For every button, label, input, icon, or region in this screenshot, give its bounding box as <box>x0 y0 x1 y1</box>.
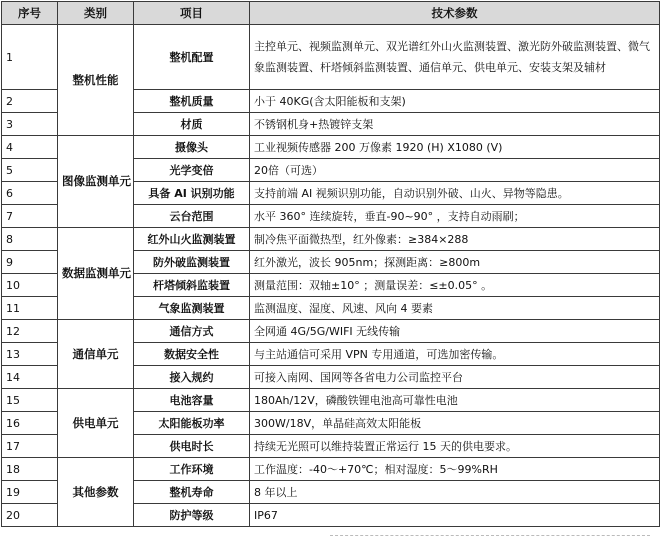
param-cell: 红外激光，波长 905nm；探测距离：≥800m <box>250 251 660 274</box>
row-number: 12 <box>2 320 58 343</box>
param-cell: 工业视频传感器 200 万像素 1920 (H) X1080 (V) <box>250 136 660 159</box>
category-cell: 通信单元 <box>58 320 134 389</box>
row-number: 16 <box>2 412 58 435</box>
param-cell: 180Ah/12V，磷酸铁锂电池高可靠性电池 <box>250 389 660 412</box>
table-row <box>2 389 660 412</box>
table-row <box>2 320 660 343</box>
item-cell: 云台范围 <box>134 205 250 228</box>
category-cell: 供电单元 <box>58 389 134 458</box>
param-cell: 支持前端 AI 视频识别功能，自动识别外破、山火、异物等隐患。 <box>250 182 660 205</box>
item-cell: 气象监测装置 <box>134 297 250 320</box>
item-cell: 杆塔倾斜监装置 <box>134 274 250 297</box>
param-cell: 可接入南网、国网等各省电力公司监控平台 <box>250 366 660 389</box>
param-cell: 8 年以上 <box>250 481 660 504</box>
header-item: 项目 <box>134 2 250 25</box>
table-header-row <box>2 2 660 25</box>
category-cell: 其他参数 <box>58 458 134 527</box>
param-cell: 不锈钢机身+热镀锌支架 <box>250 113 660 136</box>
row-number: 4 <box>2 136 58 159</box>
param-cell: 持续无光照可以维持装置正常运行 15 天的供电要求。 <box>250 435 660 458</box>
item-cell: 整机质量 <box>134 90 250 113</box>
row-number: 3 <box>2 113 58 136</box>
row-number: 9 <box>2 251 58 274</box>
table-row <box>2 458 660 481</box>
item-cell: 整机配置 <box>134 25 250 90</box>
row-number: 18 <box>2 458 58 481</box>
item-cell: 接入规约 <box>134 366 250 389</box>
item-cell: 光学变倍 <box>134 159 250 182</box>
table-row <box>2 228 660 251</box>
row-number: 8 <box>2 228 58 251</box>
param-cell: 小于 40KG(含太阳能板和支架) <box>250 90 660 113</box>
row-number: 6 <box>2 182 58 205</box>
category-cell: 图像监测单元 <box>58 136 134 228</box>
item-cell: 数据安全性 <box>134 343 250 366</box>
item-cell: 红外山火监测装置 <box>134 228 250 251</box>
spec-table <box>1 1 660 527</box>
row-number: 11 <box>2 297 58 320</box>
param-cell: 主控单元、视频监测单元、双光谱红外山火监测装置、激光防外破监测装置、微气象监测装置、杆塔倾斜监测装置、通信单元、供电单元、安装支架及辅材 <box>250 25 660 90</box>
header-category: 类别 <box>58 2 134 25</box>
item-cell: 摄像头 <box>134 136 250 159</box>
param-cell: IP67 <box>250 504 660 527</box>
row-number: 17 <box>2 435 58 458</box>
table-row <box>2 136 660 159</box>
item-cell: 太阳能板功率 <box>134 412 250 435</box>
param-cell: 工作温度：-40～+70℃；相对湿度：5～99%RH <box>250 458 660 481</box>
param-cell: 与主站通信可采用 VPN 专用通道，可选加密传输。 <box>250 343 660 366</box>
page-divider <box>330 535 650 536</box>
param-cell: 水平 360° 连续旋转，垂直-90~90° ，支持自动雨刷； <box>250 205 660 228</box>
param-cell: 测量范围：双轴±10° ；测量误差：≤±0.05° 。 <box>250 274 660 297</box>
table-row <box>2 25 660 90</box>
row-number: 20 <box>2 504 58 527</box>
item-cell: 通信方式 <box>134 320 250 343</box>
category-cell: 数据监测单元 <box>58 228 134 320</box>
row-number: 7 <box>2 205 58 228</box>
param-cell: 全网通 4G/5G/WIFI 无线传输 <box>250 320 660 343</box>
category-cell: 整机性能 <box>58 25 134 136</box>
item-cell: 电池容量 <box>134 389 250 412</box>
item-cell: 供电时长 <box>134 435 250 458</box>
item-cell: 材质 <box>134 113 250 136</box>
item-cell: 防外破监测装置 <box>134 251 250 274</box>
header-params: 技术参数 <box>250 2 660 25</box>
row-number: 5 <box>2 159 58 182</box>
param-cell: 300W/18V，单晶硅高效太阳能板 <box>250 412 660 435</box>
header-no: 序号 <box>2 2 58 25</box>
item-cell: 工作环境 <box>134 458 250 481</box>
row-number: 14 <box>2 366 58 389</box>
row-number: 15 <box>2 389 58 412</box>
row-number: 13 <box>2 343 58 366</box>
row-number: 1 <box>2 25 58 90</box>
item-cell: 具备 AI 识别功能 <box>134 182 250 205</box>
row-number: 10 <box>2 274 58 297</box>
item-cell: 整机寿命 <box>134 481 250 504</box>
row-number: 19 <box>2 481 58 504</box>
param-cell: 监测温度、湿度、风速、风向 4 要素 <box>250 297 660 320</box>
param-cell: 20倍（可选） <box>250 159 660 182</box>
param-cell: 制冷焦平面微热型，红外像素：≥384×288 <box>250 228 660 251</box>
row-number: 2 <box>2 90 58 113</box>
item-cell: 防护等级 <box>134 504 250 527</box>
